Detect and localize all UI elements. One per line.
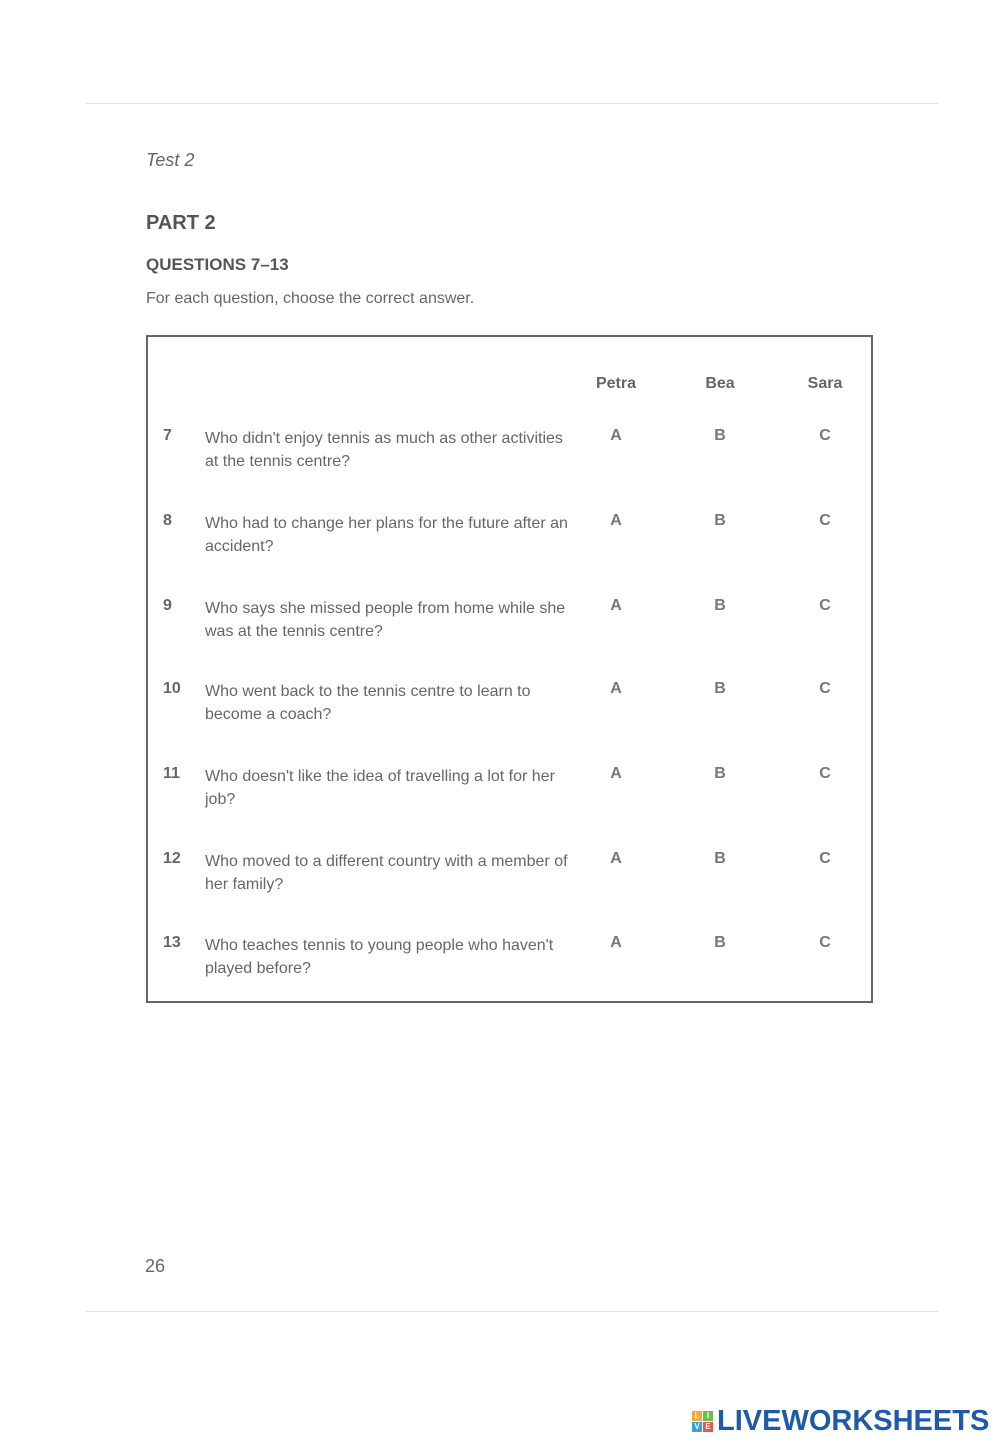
question-row-12 xyxy=(148,850,871,910)
question-text: Who moved to a different country with a member of her family? xyxy=(205,853,568,893)
option-a[interactable]: A xyxy=(610,427,622,444)
question-number: 12 xyxy=(163,850,181,867)
question-row-8 xyxy=(148,512,871,572)
question-row-9 xyxy=(148,597,871,657)
option-c[interactable]: C xyxy=(819,850,831,867)
option-c[interactable]: C xyxy=(819,597,831,614)
question-number: 13 xyxy=(163,934,181,951)
question-text: Who says she missed people from home while she was at the tennis centre? xyxy=(205,600,566,640)
page-number: 26 xyxy=(145,1256,166,1276)
option-a[interactable]: A xyxy=(610,680,622,697)
question-row-10 xyxy=(148,680,871,740)
question-number: 8 xyxy=(163,512,172,529)
logo-letter: V xyxy=(692,1422,702,1432)
question-number: 9 xyxy=(163,597,172,614)
question-number: 11 xyxy=(163,765,180,782)
bottom-divider xyxy=(86,1311,938,1312)
column-header-bea: Bea xyxy=(705,375,735,392)
question-row-7 xyxy=(148,427,871,487)
option-b[interactable]: B xyxy=(714,765,726,782)
logo-letter: L xyxy=(692,1411,702,1421)
liveworksheets-brand xyxy=(692,1405,989,1438)
option-c[interactable]: C xyxy=(819,934,831,951)
column-header-petra: Petra xyxy=(595,375,637,392)
option-c[interactable]: C xyxy=(819,680,831,697)
option-c[interactable]: C xyxy=(819,765,831,782)
option-b[interactable]: B xyxy=(714,427,726,444)
brand-name: LIVEWORKSHEETS xyxy=(717,1405,990,1437)
test-label: Test 2 xyxy=(146,150,195,170)
option-a[interactable]: A xyxy=(610,765,622,782)
option-b[interactable]: B xyxy=(714,680,726,697)
option-a[interactable]: A xyxy=(610,934,622,951)
option-b[interactable]: B xyxy=(714,934,726,951)
question-text: Who didn't enjoy tennis as much as other activities at the tennis centre? xyxy=(205,430,563,470)
question-text: Who had to change her plans for the future after an accident? xyxy=(205,515,568,555)
question-text: Who teaches tennis to young people who haven't played before? xyxy=(205,937,554,977)
option-b[interactable]: B xyxy=(714,850,726,867)
option-c[interactable]: C xyxy=(819,427,831,444)
question-row-13 xyxy=(148,934,871,994)
instruction-text: For each question, choose the correct answer. xyxy=(146,290,475,307)
option-a[interactable]: A xyxy=(610,512,622,529)
option-b[interactable]: B xyxy=(714,597,726,614)
questions-title: QUESTIONS 7–13 xyxy=(146,255,289,274)
part-title: PART 2 xyxy=(146,212,216,234)
option-a[interactable]: A xyxy=(610,850,622,867)
question-row-11 xyxy=(148,765,871,825)
option-b[interactable]: B xyxy=(714,512,726,529)
question-number: 7 xyxy=(163,427,172,444)
answer-table xyxy=(146,335,873,1003)
question-text: Who went back to the tennis centre to learn to become a coach? xyxy=(205,683,531,723)
logo-letter: I xyxy=(703,1411,713,1421)
liveworksheets-logo-icon xyxy=(692,1411,713,1432)
logo-letter: E xyxy=(703,1422,713,1432)
option-a[interactable]: A xyxy=(610,597,622,614)
question-text: Who doesn't like the idea of travelling a lot for her job? xyxy=(205,768,555,808)
top-divider xyxy=(86,103,938,104)
question-number: 10 xyxy=(163,680,181,697)
column-header-sara: Sara xyxy=(807,375,843,392)
option-c[interactable]: C xyxy=(819,512,831,529)
